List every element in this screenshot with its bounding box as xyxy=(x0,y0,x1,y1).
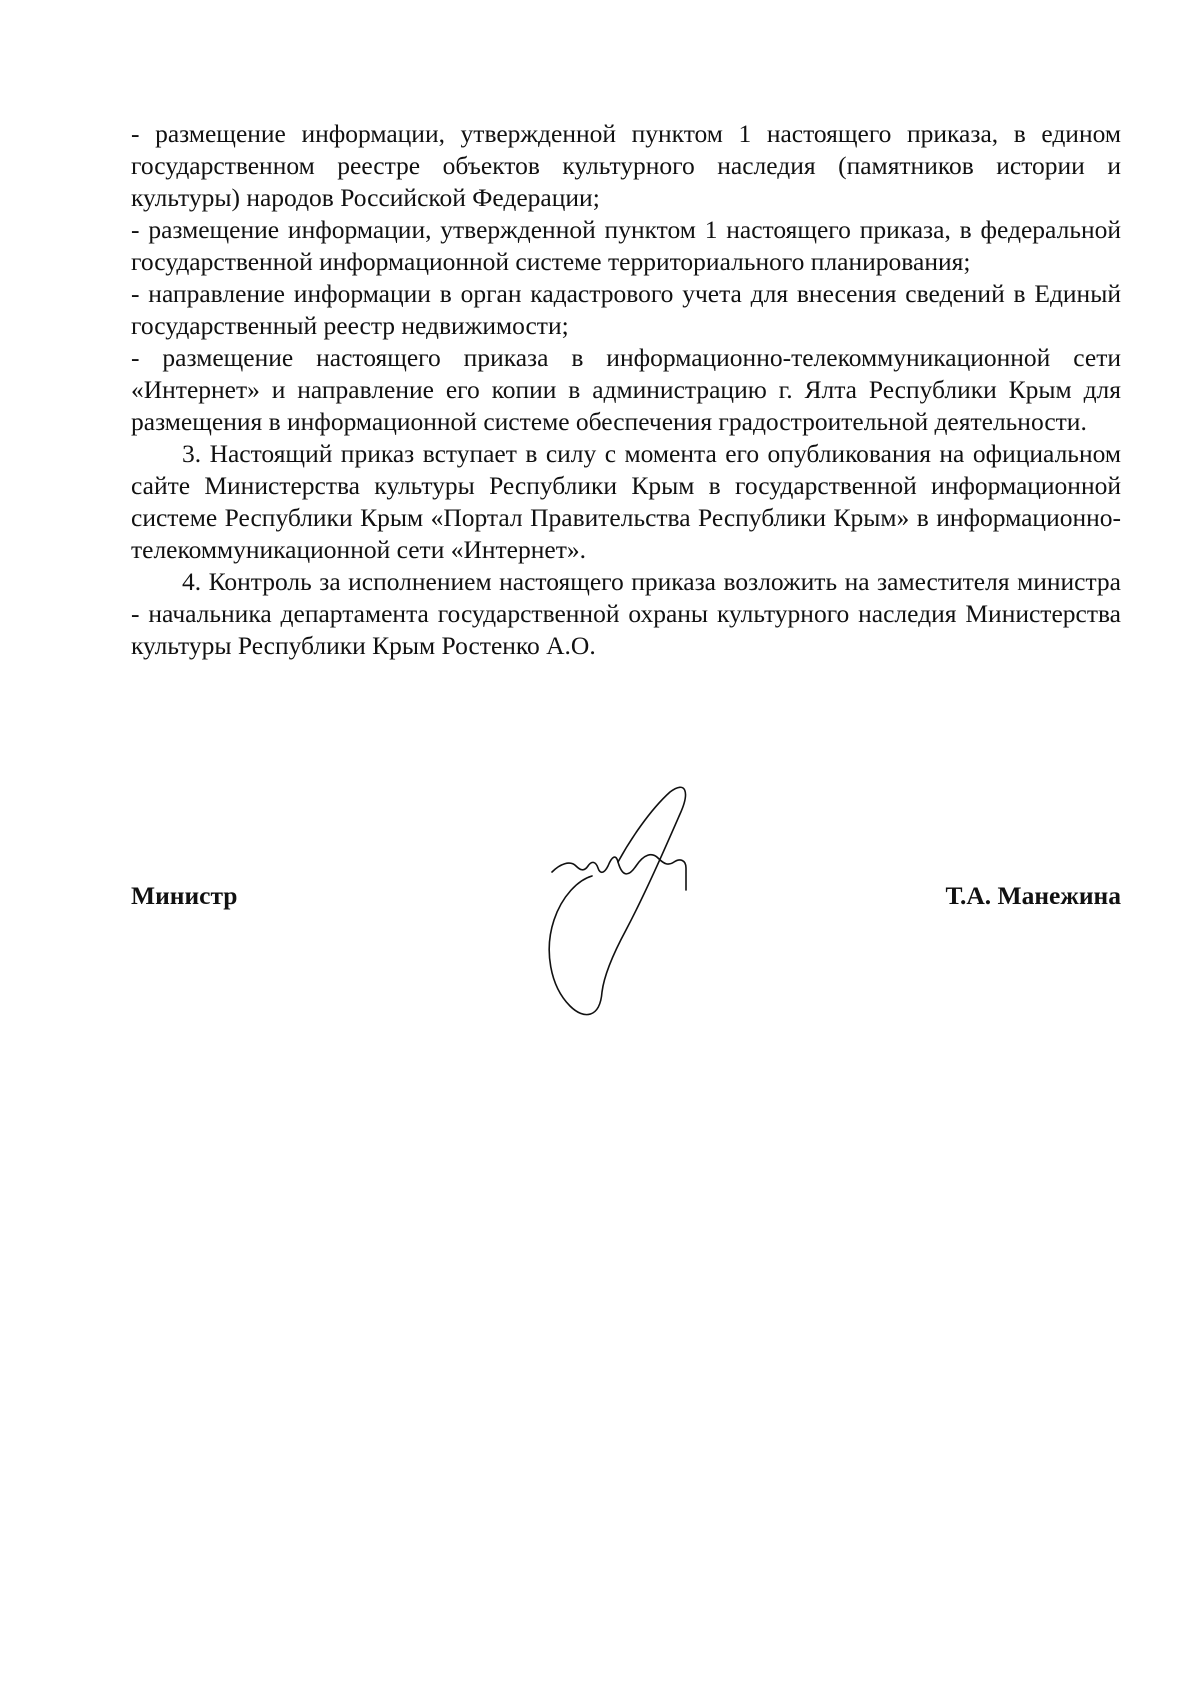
signatory-name: Т.А. Манежина xyxy=(945,881,1121,910)
signatory-title: Министр xyxy=(131,881,238,910)
paragraph-cadastral: - направление информации в орган кадастрового учета для внесения сведений в Единый государственный реестр недвижимости; xyxy=(131,279,1121,340)
handwritten-signature xyxy=(540,780,730,1040)
document-body xyxy=(131,118,1121,662)
paragraph-placement-egr: - размещение информации, утвержденной пунктом 1 настоящего приказа, в едином государственном реестре объектов культурного наследия (памятников истории и культуры) народов Российской Федерации; xyxy=(131,119,1121,212)
paragraph-item-4: 4. Контроль за исполнением настоящего приказа возложить на заместителя министра - начальника департамента государственной охраны культурного наследия Министерства культуры Республики Крым Ростенко А.О. xyxy=(131,567,1121,660)
paragraph-placement-fgis: - размещение информации, утвержденной пунктом 1 настоящего приказа, в федеральной государственной информационной системе территориального планирования; xyxy=(131,215,1121,276)
paragraph-internet-placement: - размещение настоящего приказа в информационно-телекоммуникационной сети «Интернет» и направление его копии в администрацию г. Ялта Республики Крым для размещения в информационной системе обеспечения градостроительной деятельности. xyxy=(131,343,1121,436)
paragraph-item-3: 3. Настоящий приказ вступает в силу с момента его опубликования на официальном сайте Министерства культуры Республики Крым в государственной информационной системе Республики Крым «Портал Правительства Республики Крым» в информационно-телекоммуникационной сети «Интернет». xyxy=(131,439,1121,564)
